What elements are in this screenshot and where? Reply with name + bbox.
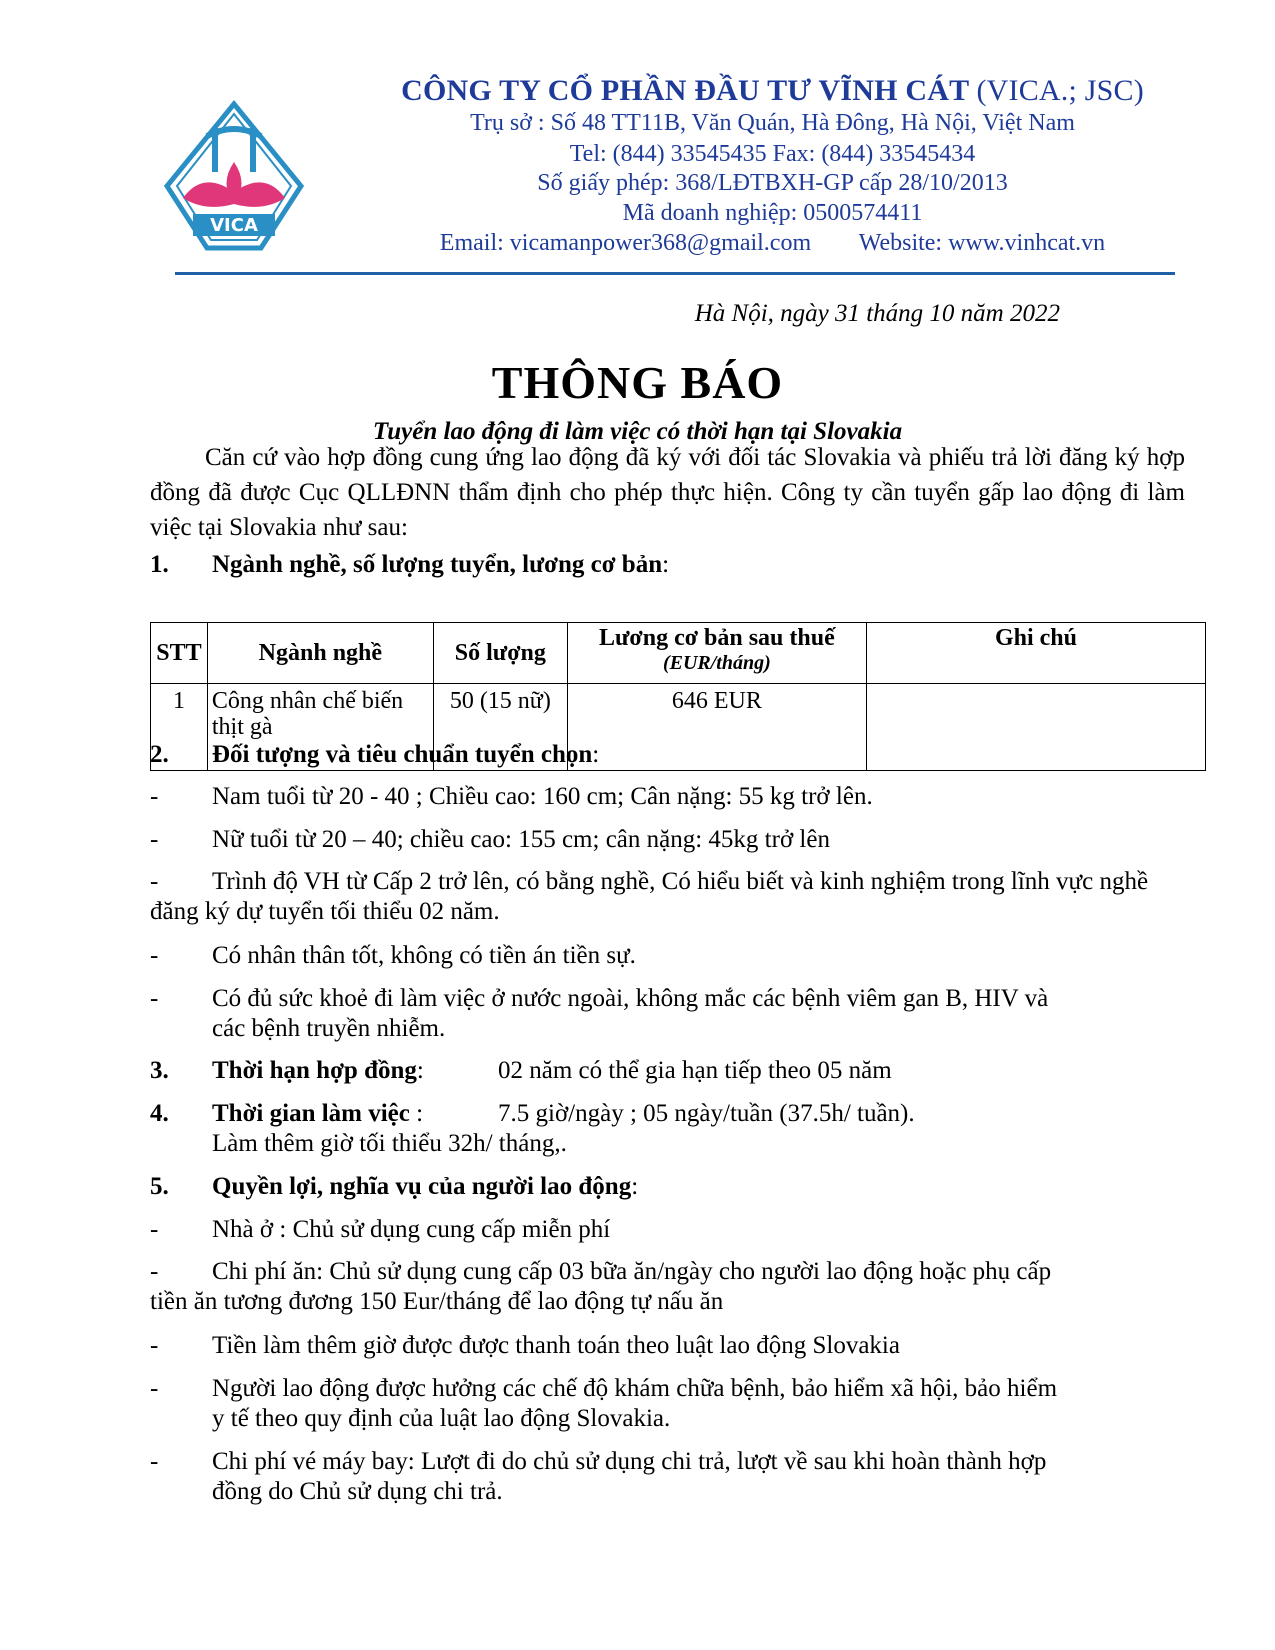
dash-bullet: - (150, 985, 159, 1012)
cell-qty: 50 (15 nữ) (433, 684, 567, 771)
company-address: Trụ sở : Số 48 TT11B, Văn Quán, Hà Đông, Hà Nội, Việt Nam (470, 110, 1075, 136)
cell-stt: 1 (151, 684, 208, 771)
section-title: Thời hạn hợp đồng (212, 1057, 417, 1084)
list-item (150, 941, 1185, 971)
section-3 (150, 1056, 1185, 1086)
dash-bullet: - (150, 826, 159, 853)
section-title-suffix: : (662, 551, 670, 578)
section-2-heading (150, 740, 1185, 770)
section-number: 3. (150, 1057, 169, 1084)
list-item (150, 867, 1185, 927)
section-title-suffix: : (409, 1100, 424, 1127)
column-header-note: Ghi chú (866, 623, 1205, 684)
column-header-qty: Số lượng (433, 623, 567, 684)
page-subtitle: Tuyển lao động đi làm việc có thời hạn tại Slovakia (372, 418, 903, 445)
list-item-text: Nhà ở : Chủ sử dụng cung cấp miễn phí (212, 1216, 611, 1243)
column-header-salary (567, 623, 866, 684)
list-item-text: Trình độ VH từ Cấp 2 trở lên, có bằng nghề, Có hiểu biết và kinh nghiệm trong lĩnh vực nghề đăng ký dự tuyển tối thiểu 02 năm. (150, 868, 1149, 925)
dash-bullet: - (150, 783, 159, 810)
cell-salary: 646 EUR (567, 684, 866, 771)
salary-header-label: Lương cơ bản sau thuế (599, 625, 835, 651)
list-item-text: Chi phí ăn: Chủ sử dụng cung cấp 03 bữa ăn/ngày cho người lao động hoặc phụ cấp tiền ăn tương đương 150 Eur/tháng để lao động tự nấu ăn (150, 1258, 1052, 1315)
section-1-heading (150, 550, 1185, 580)
header-divider (175, 272, 1175, 275)
section-title-suffix: : (416, 1057, 424, 1084)
list-item (150, 782, 1185, 812)
dash-bullet: - (150, 1448, 159, 1475)
dash-bullet: - (150, 1258, 159, 1285)
list-item-text: Người lao động được hưởng các chế độ khám chữa bệnh, bảo hiểm xã hội, bảo hiểm y tế theo quy định của luật lao động Slovakia. (212, 1375, 1058, 1432)
enterprise-code: Mã doanh nghiệp: 0500574411 (622, 200, 923, 226)
working-hours: 7.5 giờ/ngày ; 05 ngày/tuần (37.5h/ tuần). (498, 1100, 915, 1127)
contract-duration: 02 năm có thể gia hạn tiếp theo 05 năm (498, 1057, 892, 1084)
section-title: Thời gian làm việc (212, 1100, 410, 1127)
column-header-stt: STT (151, 623, 208, 684)
section-title: Ngành nghề, số lượng tuyển, lương cơ bản (212, 551, 663, 578)
cell-job: Công nhân chế biến thịt gà (207, 684, 433, 771)
dash-bullet: - (150, 1332, 159, 1359)
dash-bullet: - (150, 1375, 159, 1402)
list-item (150, 1447, 1185, 1507)
list-item (150, 1257, 1185, 1317)
document-date: Hà Nội, ngày 31 tháng 10 năm 2022 (694, 300, 1060, 327)
section-title: Quyền lợi, nghĩa vụ của người lao động (212, 1173, 632, 1200)
company-phone-fax: Tel: (844) 33545435 Fax: (844) 33545434 (569, 141, 976, 167)
list-item-text: Có đủ sức khoẻ đi làm việc ở nước ngoài, không mắc các bệnh viêm gan B, HIV và các bệnh truyền nhiễm. (212, 985, 1049, 1042)
list-item-text: Chi phí vé máy bay: Lượt đi do chủ sử dụng chi trả, lượt về sau khi hoàn thành hợp đồng do Chủ sử dụng chi trả. (212, 1448, 1047, 1505)
table-header-row (151, 623, 1206, 684)
dash-bullet: - (150, 942, 159, 969)
list-item (150, 1374, 1185, 1434)
list-item-text: Tiền làm thêm giờ được được thanh toán theo luật lao động Slovakia (212, 1332, 900, 1359)
list-item (150, 825, 1185, 855)
company-abbr: (VICA.; JSC) (976, 74, 1144, 107)
dash-bullet: - (150, 868, 159, 895)
list-item-text: Có nhân thân tốt, không có tiền án tiền sự. (212, 942, 636, 969)
company-logo (163, 100, 305, 255)
column-header-job: Ngành nghề (207, 623, 433, 684)
company-website[interactable]: Website: www.vinhcat.vn (858, 230, 1106, 256)
list-item-text: Nam tuổi từ 20 - 40 ; Chiều cao: 160 cm; Cân nặng: 55 kg trở lên. (212, 783, 873, 810)
section-number: 2. (150, 741, 169, 768)
section-5-heading (150, 1172, 1185, 1202)
list-item (150, 1331, 1185, 1361)
section-number: 1. (150, 551, 169, 578)
section-number: 4. (150, 1100, 169, 1127)
section-title-suffix: : (631, 1173, 639, 1200)
list-item (150, 1215, 1185, 1245)
company-name-line (330, 74, 1215, 108)
section-4 (150, 1099, 1185, 1159)
company-license: Số giấy phép: 368/LĐTBXH-GP cấp 28/10/2013 (537, 170, 1008, 196)
company-contacts (330, 230, 1215, 257)
intro-paragraph: Căn cứ vào hợp đồng cung ứng lao động đã ký với đối tác Slovakia và phiếu trả lời đăng ký hợp đồng đã được Cục QLLĐNN thẩm định cho phép thực hiện. Công ty cần tuyển gấp lao động đi làm việc tại Slovakia như sau: (150, 444, 1185, 541)
list-item (150, 984, 1185, 1044)
company-name: CÔNG TY CỔ PHẦN ĐẦU TƯ VĨNH CÁT (401, 74, 969, 107)
overtime-note: Làm thêm giờ tối thiểu 32h/ tháng,. (212, 1130, 567, 1157)
section-title: Đối tượng và tiêu chuẩn tuyển chọn (212, 741, 593, 768)
section-number: 5. (150, 1173, 169, 1200)
salary-header-unit: (EUR/tháng) (662, 652, 771, 674)
dash-bullet: - (150, 1216, 159, 1243)
logo-text: VICA (210, 215, 258, 236)
list-item-text: Nữ tuổi từ 20 – 40; chiều cao: 155 cm; cân nặng: 45kg trở lên (212, 826, 830, 853)
company-email[interactable]: Email: vicamanpower368@gmail.com (439, 230, 812, 256)
page-title: THÔNG BÁO (491, 357, 784, 408)
section-title-suffix: : (592, 741, 600, 768)
